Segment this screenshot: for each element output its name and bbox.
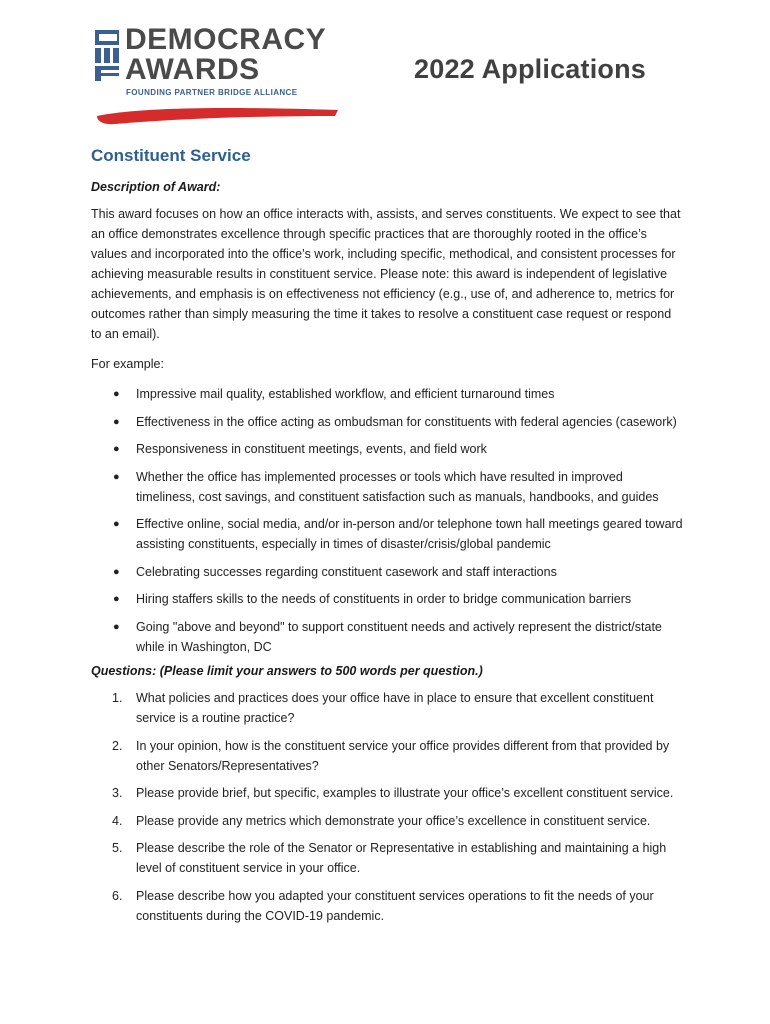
question-number: 3. (112, 786, 123, 800)
question-number: 4. (112, 813, 123, 828)
question-text: In your opinion, how is the constituent service your office provides different from that provided by other Senators/Representatives? (136, 738, 670, 773)
question-number: 6. (112, 888, 123, 903)
bullet-icon: ● (113, 518, 120, 530)
question-item (91, 736, 683, 776)
questions-list (91, 688, 683, 926)
question-text: Please provide brief, but specific, examples to illustrate your office’s excellent constituent service. (136, 786, 674, 800)
bullet-icon: ● (113, 388, 120, 400)
question-item (91, 688, 683, 728)
question-item (91, 783, 683, 803)
questions-label: Questions: (Please limit your answers to 500 words per question.) (91, 664, 483, 678)
list-item: ● Celebrating successes regarding constituent casework and staff interactions (91, 562, 683, 582)
bullet-icon: ● (113, 593, 120, 605)
logo-tagline: FOUNDING PARTNER BRIDGE ALLIANCE (126, 88, 298, 97)
bullet-icon: ● (113, 565, 120, 578)
bullet-icon: ● (113, 470, 120, 483)
list-item: ● Whether the office has implemented processes or tools which have resulted in improved timeliness, cost savings, and constituent satisfaction such as manuals, handbooks, and guides (91, 467, 683, 507)
list-item: ● Impressive mail quality, established workflow, and efficient turnaround times (91, 384, 683, 404)
question-number: 2. (112, 738, 123, 753)
description-paragraph: This award focuses on how an office interacts with, assists, and serves constituents. We expect to see that an office demonstrates excellence through specific practices that are thoroughly rooted in the office’s values and incorporated into the office’s work, including specific, methodical, and consistent processes for achieving measurable results in constituent service. Please note: this award is independent of legislative achievements, and emphasis is on effectiveness not efficiency (e.g., use of, and adherence to, metrics for outcomes rather than simply measuring the time it takes to resolve a constituent case request or respond to an email). (91, 207, 681, 341)
list-item: ● Hiring staffers skills to the needs of constituents in order to bridge communication barriers (91, 589, 683, 609)
list-item: ● Effectiveness in the office acting as ombudsman for constituents with federal agencies (casework) (91, 412, 683, 432)
question-text: Please describe the role of the Senator or Representative in establishing and maintaining a high level of constituent service in your office. (136, 841, 667, 875)
democracy-awards-logo (95, 23, 345, 128)
question-text: Please provide any metrics which demonstrate your office’s excellence in constituent service. (136, 813, 651, 828)
logo-word-awards: AWARDS (125, 53, 260, 86)
question-number: 5. (112, 841, 123, 855)
list-item: ● Going "above and beyond" to support constituent needs and actively represent the district/state while in Washington, DC (91, 617, 683, 657)
section-title: Constituent Service (91, 146, 251, 165)
question-item (91, 838, 683, 878)
bullet-icon: ● (113, 620, 120, 633)
examples-list (91, 384, 683, 657)
description-label: Description of Award: (91, 180, 221, 194)
question-item (91, 886, 683, 926)
question-number: 1. (112, 691, 123, 705)
example-intro: For example: (91, 357, 164, 371)
cmf-logo-mark-icon (95, 30, 121, 82)
question-text: Please describe how you adapted your constituent services operations to fit the needs of your constituents during the COVID-19 pandemic. (136, 888, 654, 923)
list-item: ● Responsiveness in constituent meetings, events, and field work (91, 439, 683, 459)
page-title: 2022 Applications (414, 54, 646, 84)
question-item (91, 811, 683, 831)
document-body (91, 146, 683, 933)
logo-word-democracy: DEMOCRACY (125, 23, 327, 56)
bullet-icon: ● (113, 415, 120, 428)
list-item: ● Effective online, social media, and/or in-person and/or telephone town hall meetings geared toward assisting constituents, especially in times of disaster/crisis/global pandemic (91, 514, 683, 554)
question-text: What policies and practices does your office have in place to ensure that excellent constituent service is a routine practice? (136, 691, 654, 725)
bullet-icon: ● (113, 443, 120, 455)
red-brush-stroke-icon (95, 104, 340, 126)
